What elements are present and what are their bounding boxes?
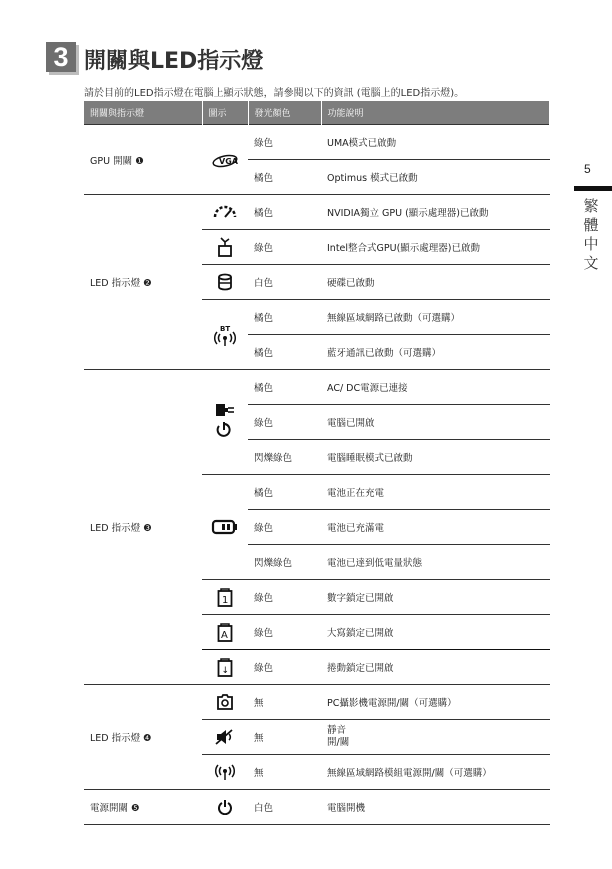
header-switch: 開關與指示燈 <box>84 101 202 125</box>
group-label: LED 指示燈 ❷ <box>84 195 202 370</box>
num-lock-icon <box>202 580 248 615</box>
table-row <box>84 370 550 405</box>
camera-icon <box>202 685 248 720</box>
row-color: 閃爍綠色 <box>248 440 321 475</box>
row-description: 大寫鎖定已開啟 <box>321 615 550 650</box>
row-description: Optimus 模式已啟動 <box>321 160 550 195</box>
row-color: 無 <box>248 720 321 755</box>
section-number: 3 <box>46 42 76 72</box>
row-color: 綠色 <box>248 650 321 685</box>
table-row <box>84 790 550 825</box>
svg-text:VGA: VGA <box>219 156 238 166</box>
wireless-icon <box>202 755 248 790</box>
disk-icon <box>202 265 248 300</box>
row-color: 橘色 <box>248 335 321 370</box>
table-row <box>84 195 550 230</box>
group-label: LED 指示燈 ❹ <box>84 685 202 790</box>
row-color: 綠色 <box>248 405 321 440</box>
table-header <box>84 101 550 125</box>
row-description: 電腦睡眠模式已啟動 <box>321 440 550 475</box>
language-label: 繁體中文 <box>583 197 599 272</box>
row-color: 橘色 <box>248 160 321 195</box>
bluetooth-wireless-icon <box>202 300 248 370</box>
led-table <box>84 101 550 825</box>
row-description: 電池已充滿電 <box>321 510 550 545</box>
intro-text: 請於目前的LED指示燈在電腦上顯示狀態，請參閱以下的資訊 (電腦上的LED指示燈)。 <box>84 88 465 99</box>
page-number: 5 <box>584 162 591 176</box>
row-description: NVIDIA獨立 GPU (顯示處理器)已啟動 <box>321 195 550 230</box>
row-color: 綠色 <box>248 580 321 615</box>
row-color: 閃爍綠色 <box>248 545 321 580</box>
row-color: 橘色 <box>248 475 321 510</box>
row-description: 電腦開機 <box>321 790 550 825</box>
group-label: 電源開關 ❺ <box>84 790 202 825</box>
caps-lock-icon <box>202 615 248 650</box>
row-description: 靜音 開/關 <box>321 720 550 755</box>
svg-text:A: A <box>221 630 228 641</box>
row-description: Intel整合式GPU(顯示處理器)已啟動 <box>321 230 550 265</box>
battery-icon <box>202 475 248 580</box>
svg-text:1: 1 <box>222 595 229 606</box>
header-description: 功能說明 <box>321 101 550 125</box>
power-adapter-icon <box>202 370 248 475</box>
gauge-icon <box>202 195 248 230</box>
row-description: AC/ DC電源已連接 <box>321 370 550 405</box>
plant-icon <box>202 230 248 265</box>
row-description: 電池已達到低電量狀態 <box>321 545 550 580</box>
power-button-icon <box>202 790 248 825</box>
row-description: 無線區域網路已啟動（可選購） <box>321 300 550 335</box>
vga-icon <box>202 125 248 195</box>
group-label: LED 指示燈 ❸ <box>84 370 202 685</box>
row-color: 白色 <box>248 790 321 825</box>
sidebar-marker <box>574 186 612 191</box>
row-description: UMA模式已啟動 <box>321 125 550 160</box>
row-description: 電池正在充電 <box>321 475 550 510</box>
header-color: 發光顏色 <box>248 101 321 125</box>
svg-text:BT: BT <box>220 324 231 333</box>
row-color: 橘色 <box>248 195 321 230</box>
row-color: 綠色 <box>248 510 321 545</box>
row-description: 電腦已開啟 <box>321 405 550 440</box>
row-color: 橘色 <box>248 300 321 335</box>
row-color: 無 <box>248 685 321 720</box>
row-color: 橘色 <box>248 370 321 405</box>
section-title: 開關與LED指示燈 <box>84 49 264 74</box>
scroll-lock-icon <box>202 650 248 685</box>
row-description: 藍牙通訊已啟動（可選購） <box>321 335 550 370</box>
header-icon: 圖示 <box>202 101 248 125</box>
row-description: PC攝影機電源開/關（可選購） <box>321 685 550 720</box>
row-description: 無線區域網路模組電源開/關（可選購） <box>321 755 550 790</box>
mute-icon <box>202 720 248 755</box>
table-row <box>84 125 550 160</box>
row-description: 數字鎖定已開啟 <box>321 580 550 615</box>
group-label: GPU 開關 ❶ <box>84 125 202 195</box>
svg-text:↓: ↓ <box>221 666 230 676</box>
row-color: 白色 <box>248 265 321 300</box>
row-description: 硬碟已啟動 <box>321 265 550 300</box>
row-color: 無 <box>248 755 321 790</box>
table-row <box>84 685 550 720</box>
row-description: 捲動鎖定已開啟 <box>321 650 550 685</box>
row-color: 綠色 <box>248 125 321 160</box>
row-color: 綠色 <box>248 615 321 650</box>
row-color: 綠色 <box>248 230 321 265</box>
